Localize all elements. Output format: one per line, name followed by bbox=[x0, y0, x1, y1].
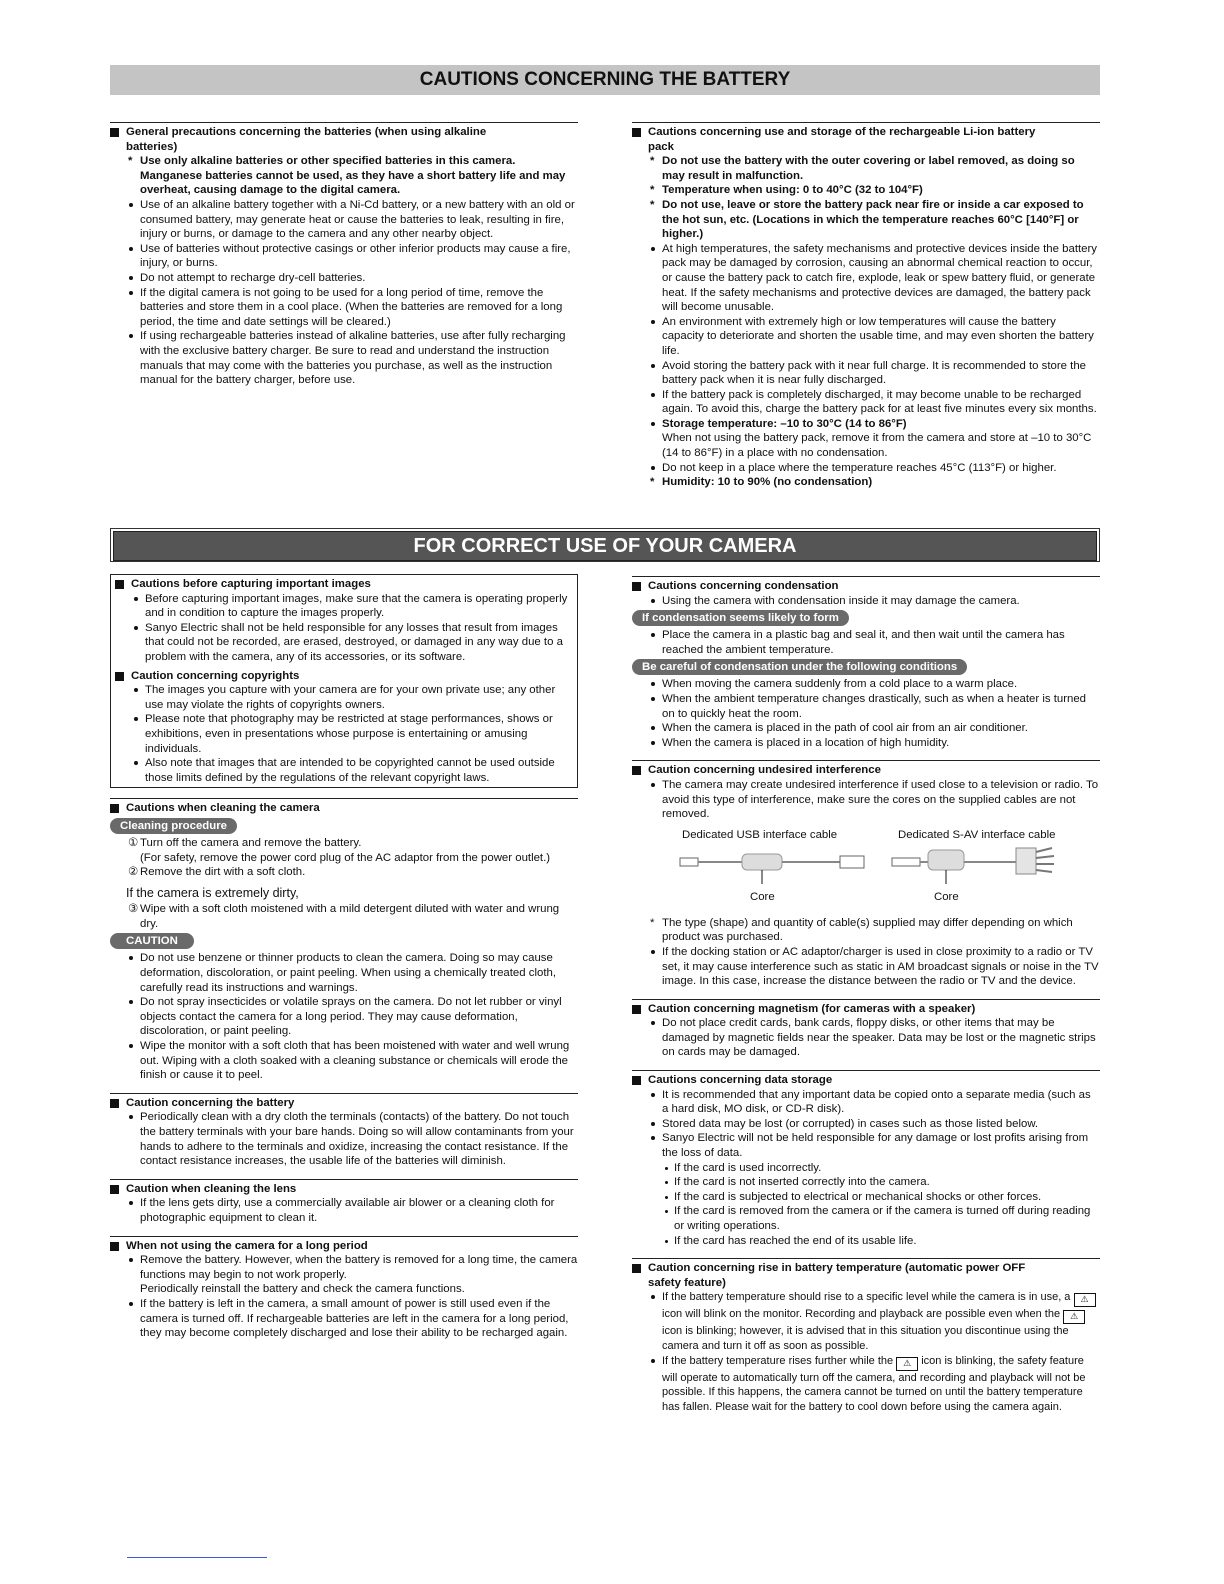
step-3: ③ Wipe with a soft cloth moistened with a mild detergent diluted with water and wrung dry. bbox=[128, 903, 560, 930]
list-item: If the docking station or AC adaptor/charger is used in close proximity to a radio or TV set, it may cause interference such as static in AM broadcast signals or noise in the TV image. In this case, increase the distance between the radio or TV and the device. bbox=[632, 945, 1100, 989]
list-item: If the battery is left in the camera, a small amount of power is still used even if the camera is turned off. If rechargeable batteries are left in the camera for a long period, they may become completely discharged and lose their ability to be recharged again. bbox=[110, 1297, 578, 1341]
right-column bbox=[632, 576, 1100, 1424]
list-item: * Do not use the battery with the outer covering or label removed, as doing so may result in malfunction. bbox=[632, 154, 1100, 183]
caution-label: CAUTION bbox=[110, 933, 194, 949]
sav-cable-label: Dedicated S-AV interface cable bbox=[898, 828, 1056, 841]
condensation-section bbox=[632, 576, 1100, 750]
sub-list-item: If the card has reached the end of its usable life. bbox=[632, 1234, 1100, 1249]
important-heading: Cautions before capturing important images bbox=[115, 577, 573, 592]
list-item: Periodically clean with a dry cloth the terminals (contacts) of the battery. Do not touch the battery terminals with your bare hands. Doing so will allow contaminants from your hands to adhere to the terminals and oxidize, increasing the contact resistance. If the contact resistance increases, the usable life of the batteries will diminish. bbox=[110, 1110, 578, 1168]
dirty-note: If the camera is extremely dirty, bbox=[126, 885, 299, 900]
left-column bbox=[110, 574, 578, 1351]
list-item: * Temperature when using: 0 to 40°C (32 to 104°F) bbox=[632, 183, 1100, 198]
data-storage-section bbox=[632, 1070, 1100, 1248]
list-item: Sanyo Electric shall not be held responsible for any losses that result from images that could not be recorded, are erased, destroyed, or damaged in any way due to a problem with the camera, any of its accessories, or its software. bbox=[115, 621, 573, 665]
boxed-notice bbox=[110, 574, 578, 788]
list-item: When the camera is placed in a location of high humidity. bbox=[632, 736, 1100, 751]
core-label-sav: Core bbox=[934, 890, 959, 903]
condensation-form-label: If condensation seems likely to form bbox=[632, 610, 849, 626]
list-item: Avoid storing the battery pack with it near full charge. It is recommended to store the battery pack when it is near fully discharged. bbox=[632, 359, 1100, 388]
magnetism-section bbox=[632, 999, 1100, 1060]
condensation-conditions-label: Be careful of condensation under the following conditions bbox=[632, 659, 967, 675]
list-item: If using rechargeable batteries instead of alkaline batteries, use after fully recharging with the exclusive battery charger. Be sure to read and understand the instruction manuals that may come with the batteries you purchase, as well as the instruction manual for the battery charger, before use. bbox=[110, 329, 578, 387]
battery-temperature-warning-icon: ⚠ bbox=[1074, 1293, 1096, 1307]
list-item: Also note that images that are intended to be copyrighted cannot be used outside those limits defined by the regulations of the relevant copyright laws. bbox=[115, 756, 573, 785]
lens-section bbox=[110, 1179, 578, 1226]
step-1: ① Turn off the camera and remove the battery. (For safety, remove the power cord plug of the AC adaptor from the power outlet.) bbox=[128, 836, 551, 864]
cleaning-procedure-label: Cleaning procedure bbox=[110, 818, 237, 834]
long-period-heading: When not using the camera for a long period bbox=[110, 1239, 578, 1254]
lens-heading: Caution when cleaning the lens bbox=[110, 1182, 578, 1197]
temperature-heading: Caution concerning rise in battery temperature (automatic power OFF safety feature) bbox=[632, 1261, 1100, 1290]
list-item: The camera may create undesired interference if used close to a television or radio. To avoid this type of interference, make sure the cores on the supplied cables are not removed. bbox=[632, 778, 1100, 822]
battery-cautions-banner: CAUTIONS CONCERNING THE BATTERY bbox=[110, 65, 1100, 95]
camera-use-banner bbox=[110, 528, 1100, 562]
list-item: Wipe the monitor with a soft cloth that has been moistened with water and well wrung out. Wiping with a cloth soaked with a cleaning substance or chemicals will erode the finish or cause it to peel. bbox=[110, 1039, 578, 1083]
liion-section bbox=[632, 122, 1100, 500]
list-item: If the battery temperature should rise to a specific level while the camera is in use, a ⚠ icon will blink on the monitor. Recording and playback are possible even when the ⚠ icon is blinking; however, it is advised that in this situation you discontinue using the camera and turn it off as soon as possible. bbox=[632, 1290, 1100, 1353]
magnetism-heading: Caution concerning magnetism (for cameras with a speaker) bbox=[632, 1002, 1100, 1017]
battery-section bbox=[110, 1093, 578, 1169]
list-item: If the digital camera is not going to be used for a long period of time, remove the batteries and store them in a cool place. (When the batteries are removed for a long period, the time and date settings will be cleared.) bbox=[110, 286, 578, 330]
list-item: Place the camera in a plastic bag and seal it, and then wait until the camera has reached the ambient temperature. bbox=[632, 628, 1100, 657]
list-item: If the lens gets dirty, use a commercially available air blower or a cleaning cloth for photographic equipment to clean it. bbox=[110, 1196, 578, 1225]
usb-cable-label: Dedicated USB interface cable bbox=[682, 828, 838, 841]
list-item: Using the camera with condensation inside it may damage the camera. bbox=[632, 594, 1100, 609]
list-item-continuation: When not using the battery pack, remove it from the camera and store at –10 to 30°C (14 to 86°F) in a place with no condensation. bbox=[662, 432, 1092, 460]
core-label-usb: Core bbox=[750, 890, 775, 903]
list-item: An environment with extremely high or low temperatures will cause the battery capacity to deteriorate and shorten the usable time, and may even shorten the battery life. bbox=[632, 315, 1100, 359]
list-item: Storage temperature: –10 to 30°C (14 to 86°F) bbox=[632, 417, 1100, 432]
data-storage-heading: Cautions concerning data storage bbox=[632, 1073, 1100, 1088]
sub-list-item: If the card is subjected to electrical or mechanical shocks or other forces. bbox=[632, 1190, 1100, 1205]
list-item: Remove the battery. However, when the battery is removed for a long time, the camera functions may begin to not work properly. Periodically reinstall the battery and check the camera functions. bbox=[110, 1253, 578, 1297]
step-2: ② Remove the dirt with a soft cloth. bbox=[128, 866, 306, 879]
list-item: The images you capture with your camera are for your own private use; any other use may violate the rights of copyrights owners. bbox=[115, 683, 573, 712]
list-item: If the battery temperature rises further while the ⚠ icon is blinking, the safety feature will operate to automatically turn off the camera, and recording and playback will not be possible. If this happens, the camera cannot be turned on until the battery temperature has fallen. Please wait for the battery to cool down before using the camera again. bbox=[632, 1354, 1100, 1415]
list-item: Before capturing important images, make sure that the camera is operating properly and in condition to capture the images properly. bbox=[115, 592, 573, 621]
condensation-heading: Cautions concerning condensation bbox=[632, 579, 1100, 594]
alkaline-heading: General precautions concerning the batteries (when using alkaline batteries) bbox=[110, 125, 578, 154]
list-item: If the battery pack is completely discharged, it may become unable to be recharged again. To avoid this, charge the battery pack for at least five minutes every six months. bbox=[632, 388, 1100, 417]
list-item: Do not attempt to recharge dry-cell batteries. bbox=[110, 271, 578, 286]
list-item: It is recommended that any important data be copied onto a separate media (such as a hard disk, MO disk, or CD-R disk). bbox=[632, 1088, 1100, 1117]
sub-list-item: If the card is removed from the camera or if the camera is turned off during reading or writing operations. bbox=[632, 1204, 1100, 1233]
cable-illustration bbox=[632, 826, 1100, 910]
list-item: Please note that photography may be restricted at stage performances, shows or exhibitions, even in presentations whose purpose is entertaining or amusing individuals. bbox=[115, 712, 573, 756]
list-item: At high temperatures, the safety mechanisms and protective devices inside the battery pack may be damaged by corrosion, causing an abnormal chemical reaction to occur, or cause the battery pack to catch fire, explode, leak or spew battery fluid, or generate heat. If the safety mechanisms and protective devices are damaged, the battery pack will become unusable. bbox=[632, 242, 1100, 315]
camera-use-banner-title: FOR CORRECT USE OF YOUR CAMERA bbox=[113, 531, 1097, 561]
list-item: When the ambient temperature changes drastically, such as when a heater is turned on to quickly heat the room. bbox=[632, 692, 1100, 721]
long-period-section bbox=[110, 1236, 578, 1341]
battery-heading: Caution concerning the battery bbox=[110, 1096, 578, 1111]
list-item: Stored data may be lost (or corrupted) in cases such as those listed below. bbox=[632, 1117, 1100, 1132]
list-item: When moving the camera suddenly from a cold place to a warm place. bbox=[632, 677, 1100, 692]
sub-list-item: If the card is used incorrectly. bbox=[632, 1161, 1100, 1176]
list-item: Sanyo Electric will not be held responsible for any damage or lost profits arising from the loss of data. bbox=[632, 1131, 1100, 1160]
list-item: * Humidity: 10 to 90% (no condensation) bbox=[632, 475, 1100, 490]
list-item: Do not use benzene or thinner products to clean the camera. Doing so may cause deformation, discoloration, or paint peeling. When using a chemically treated cloth, carefully read its instructions and warnings. bbox=[110, 951, 578, 995]
cable-drawing bbox=[672, 846, 1092, 892]
list-item: Do not spray insecticides or volatile sprays on the camera. Do not let rubber or vinyl objects contact the camera for a long period. They may cause deformation, discoloration, or paint peeling. bbox=[110, 995, 578, 1039]
interference-section bbox=[632, 760, 1100, 988]
list-item: Do not keep in a place where the temperature reaches 45°C (113°F) or higher. bbox=[632, 461, 1100, 476]
list-item: * The type (shape) and quantity of cable(s) supplied may differ depending on which product was purchased. bbox=[632, 916, 1100, 945]
interference-heading: Caution concerning undesired interference bbox=[632, 763, 1100, 778]
copyright-heading: Caution concerning copyrights bbox=[115, 669, 573, 684]
footer-rule bbox=[127, 1557, 267, 1558]
list-item: When the camera is placed in the path of cool air from an air conditioner. bbox=[632, 721, 1100, 736]
list-item: * Do not use, leave or store the battery pack near fire or inside a car exposed to the hot sun, etc. (Locations in which the temperature reaches 60°C [140°F] or higher.) bbox=[632, 198, 1100, 242]
liion-heading: Cautions concerning use and storage of the rechargeable Li-ion battery pack bbox=[632, 125, 1100, 154]
cleaning-heading: Cautions when cleaning the camera bbox=[110, 801, 578, 816]
temperature-section bbox=[632, 1258, 1100, 1414]
cleaning-section bbox=[110, 798, 578, 1083]
list-item: Use of batteries without protective casings or other inferior products may cause a fire, injury, or burns. bbox=[110, 242, 578, 271]
list-item: Use of an alkaline battery together with a Ni-Cd battery, or a new battery with an old or consumed battery, may generate heat or cause the batteries to leak, resulting in fire, injury or burns, or damage to the camera and any other nearby object. bbox=[110, 198, 578, 242]
list-item: Do not place credit cards, bank cards, floppy disks, or other items that may be damaged by magnetic fields near the speaker. Data may be lost or the magnetic strips on cards may be damaged. bbox=[632, 1016, 1100, 1060]
alkaline-section bbox=[110, 122, 578, 398]
battery-temperature-warning-icon: ⚠ bbox=[896, 1357, 918, 1371]
list-item: * Use only alkaline batteries or other specified batteries in this camera. Manganese batteries cannot be used, as they have a short battery life and may overheat, causing damage to the digital camera. bbox=[110, 154, 578, 198]
sub-list-item: If the card is not inserted correctly into the camera. bbox=[632, 1175, 1100, 1190]
battery-temperature-warning-icon: ⚠ bbox=[1063, 1310, 1085, 1324]
